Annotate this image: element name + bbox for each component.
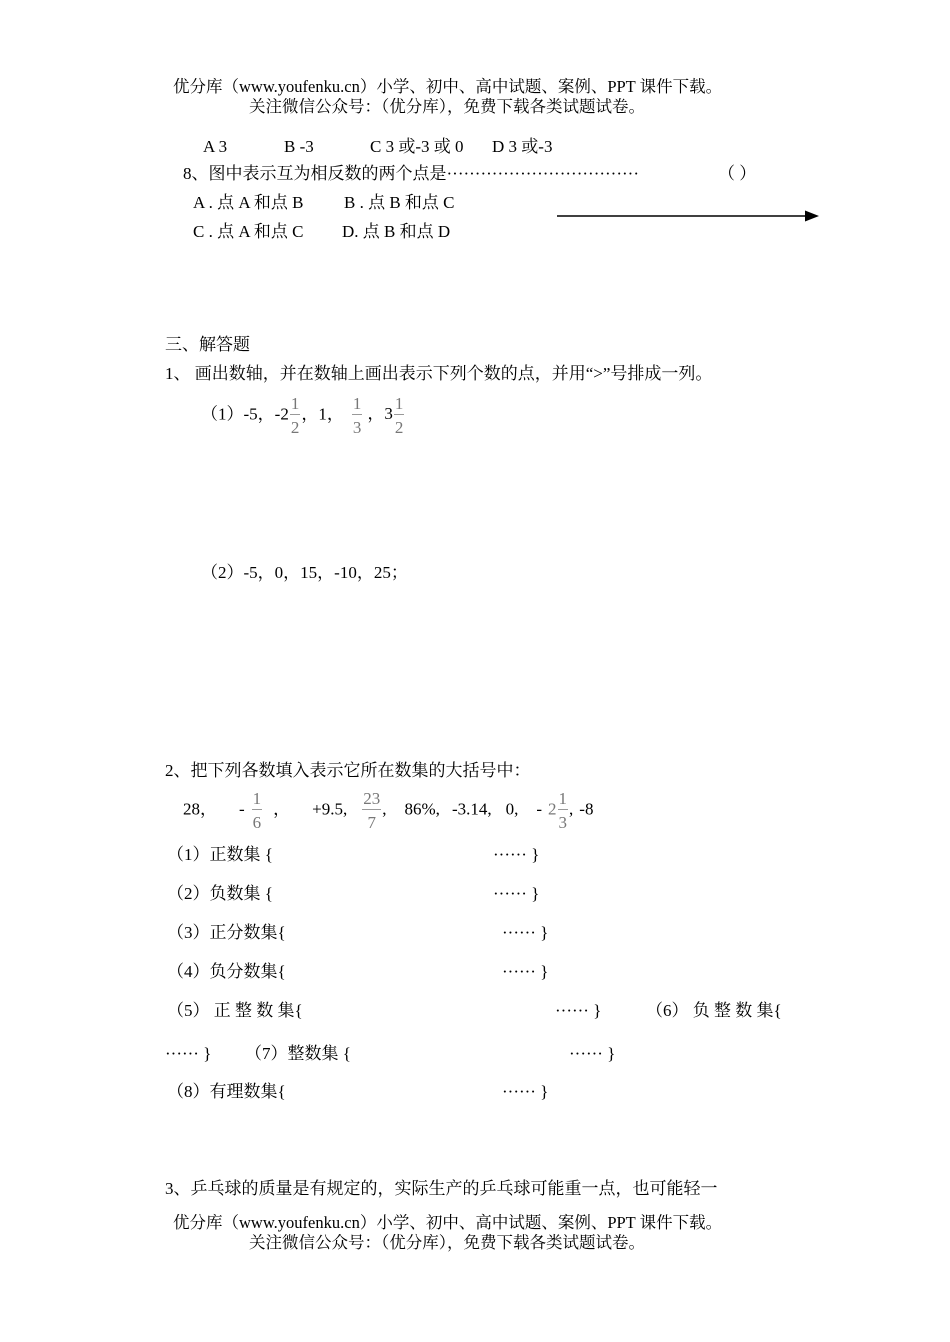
set-6-label: （6） 负 整 数 集{ xyxy=(646,1001,782,1020)
q8-option-d: D. 点 B 和点 D xyxy=(342,222,451,241)
set-5-end: ······ } xyxy=(555,1001,602,1020)
footer-line-2: 关注微信公众号：（优分库），免费下载各类试题试卷。 xyxy=(249,1233,645,1252)
number-item: -3.14, xyxy=(451,799,492,819)
header-line-2: 关注微信公众号：（优分库），免费下载各类试题试卷。 xyxy=(249,97,645,116)
q7-option-b: B -3 xyxy=(284,137,314,156)
q2-numbers: 28， - $\frac{1}{6}$ ， +9.5, $\frac{23}{7}$ , 86%, -3.14, 0, - 2 $\frac{1}{3}$ , -8 xyxy=(183,789,594,832)
set-6-end: ······ } xyxy=(165,1044,212,1063)
set-4-label: （4）负分数集{ xyxy=(167,962,286,981)
section-title: 三、解答题 xyxy=(165,335,250,354)
set-2-label: （2）负数集 { xyxy=(167,884,273,903)
q7-option-d: D 3 或-3 xyxy=(492,137,553,156)
q1-stem: 1、 画出数轴，并在数轴上画出表示下列个数的点，并用“>”号排成一列。 xyxy=(165,364,713,383)
set-8-label: （8）有理数集{ xyxy=(167,1082,286,1101)
set-3-end: ······ } xyxy=(502,923,549,942)
set-8-end: ······ } xyxy=(502,1082,549,1101)
number-item: +9.5, xyxy=(312,799,348,819)
number-item: 28， xyxy=(183,799,217,819)
q7-option-a: A 3 xyxy=(203,137,228,156)
q8-answer-bracket: （ ） xyxy=(718,164,757,183)
fraction: $\frac{1}{2}$ xyxy=(290,394,300,437)
set-1-end: ······ } xyxy=(493,845,540,864)
fraction: $\frac{1}{3}$ xyxy=(558,789,568,832)
q8-option-c: C . 点 A 和点 C xyxy=(193,222,304,241)
header-line-1: 优分库（www.youfenku.cn）小学、初中、高中试题、案例、PPT 课件下载。 xyxy=(173,77,723,96)
q1-part1: （1）-5，-2 $\frac{1}{2}$ ，1， $\frac{1}{3}$ ，3 $\frac{1}{2}$ xyxy=(201,394,404,437)
set-3-label: （3）正分数集{ xyxy=(167,923,286,942)
fraction: $\frac{1}{6}$ xyxy=(252,789,262,832)
set-5-label: （5） 正 整 数 集{ xyxy=(167,1001,303,1020)
fraction: $\frac{1}{2}$ xyxy=(394,394,404,437)
set-2-end: ······ } xyxy=(493,884,540,903)
number-item: -8 xyxy=(579,799,594,819)
fraction: $\frac{1}{3}$ xyxy=(352,394,362,437)
q8-stem: 8、图中表示互为相反数的两个点是·································· xyxy=(183,164,639,183)
q3-stem: 3、乒乓球的质量是有规定的，实际生产的乒乓球可能重一点，也可能轻一 xyxy=(165,1179,718,1198)
number-item: 86%, xyxy=(404,799,440,819)
q7-option-c: C 3 或-3 或 0 xyxy=(370,137,464,156)
set-4-end: ······ } xyxy=(502,962,549,981)
set-7-end: ······ } xyxy=(569,1044,616,1063)
number-item: - xyxy=(536,799,543,819)
number-item: - xyxy=(239,799,245,819)
footer-line-1: 优分库（www.youfenku.cn）小学、初中、高中试题、案例、PPT 课件下载。 xyxy=(173,1213,723,1232)
number-item: 0, xyxy=(505,799,519,819)
q8-option-a: A . 点 A 和点 B xyxy=(193,193,304,212)
q8-option-b: B . 点 B 和点 C xyxy=(344,193,455,212)
q1-part1-label: （1）-5，-2 xyxy=(201,404,289,424)
fraction: $\frac{23}{7}$ xyxy=(363,789,381,832)
number-line-arrow xyxy=(557,209,819,223)
set-1-label: （1）正数集 { xyxy=(167,845,273,864)
q2-stem: 2、把下列各数填入表示它所在数集的大括号中： xyxy=(165,761,531,780)
q1-part2: （2）-5，0，15，-10，25； xyxy=(201,563,408,582)
set-7-label: （7）整数集 { xyxy=(245,1044,351,1063)
